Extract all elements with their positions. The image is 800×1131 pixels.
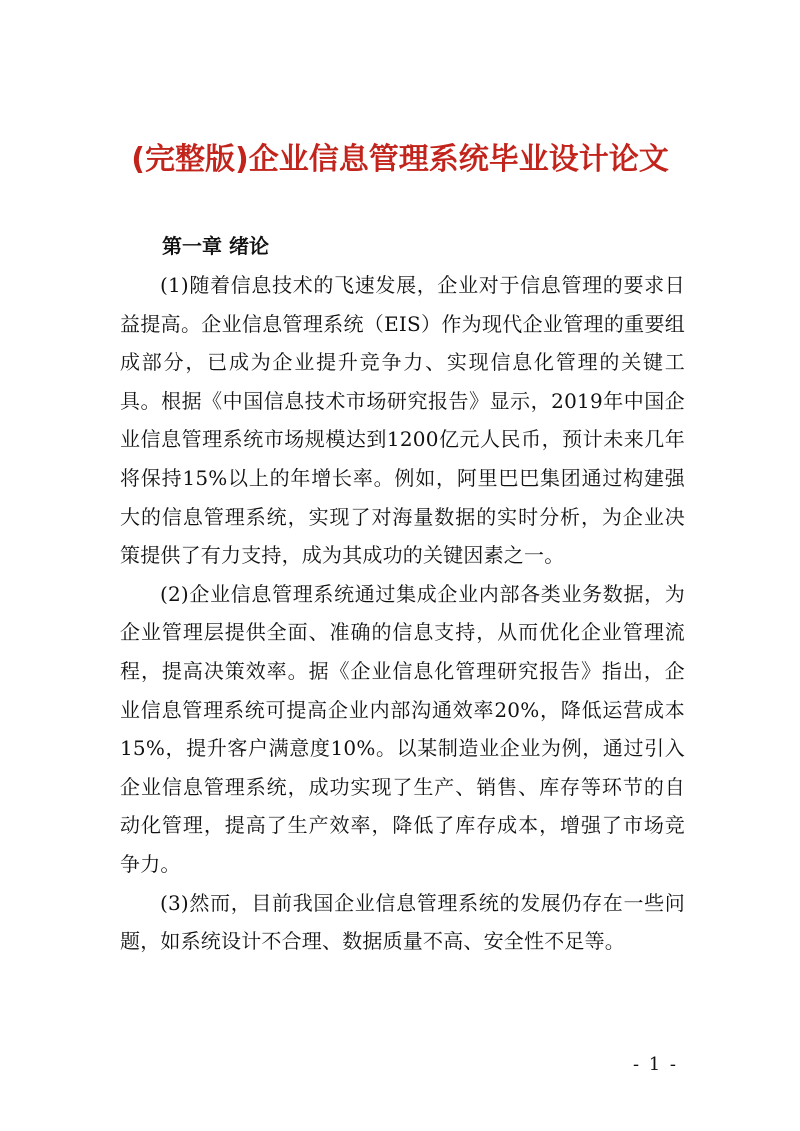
paragraph-3: (3)然而，目前我国企业信息管理系统的发展仍存在一些问题，如系统设计不合理、数据质量不高、安全性不足等。 bbox=[120, 890, 685, 954]
document-title: (完整版)企业信息管理系统毕业设计论文 bbox=[131, 142, 669, 177]
chapter-heading: 第一章 绪论 bbox=[162, 234, 269, 258]
page-number: - 1 - bbox=[632, 1054, 678, 1075]
body-text bbox=[120, 266, 685, 961]
paragraph-1: (1)随着信息技术的飞速发展，企业对于信息管理的要求日益提高。企业信息管理系统（EIS）作为现代企业管理的重要组成部分，已成为企业提升竞争力、实现信息化管理的关键工具。根据《中国信息技术市场研究报告》显示，2019年中国企业信息管理系统市场规模达到1200亿元人民币，预计未来几年将保持15%以上的年增长率。例如，阿里巴巴集团通过构建强大的信息管理系统，实现了对海量数据的实时分析，为企业决策提供了有力支持，成为其成功的关键因素之一。 bbox=[120, 273, 685, 568]
paragraph-2: (2)企业信息管理系统通过集成企业内部各类业务数据，为企业管理层提供全面、准确的信息支持，从而优化企业管理流程，提高决策效率。据《企业信息化管理研究报告》指出，企业信息管理系统可提高企业内部沟通效率20%，降低运营成本15%，提升客户满意度10%。以某制造业企业为例，通过引入企业信息管理系统，成功实现了生产、销售、库存等环节的自动化管理，提高了生产效率，降低了库存成本，增强了市场竞争力。 bbox=[120, 581, 685, 876]
